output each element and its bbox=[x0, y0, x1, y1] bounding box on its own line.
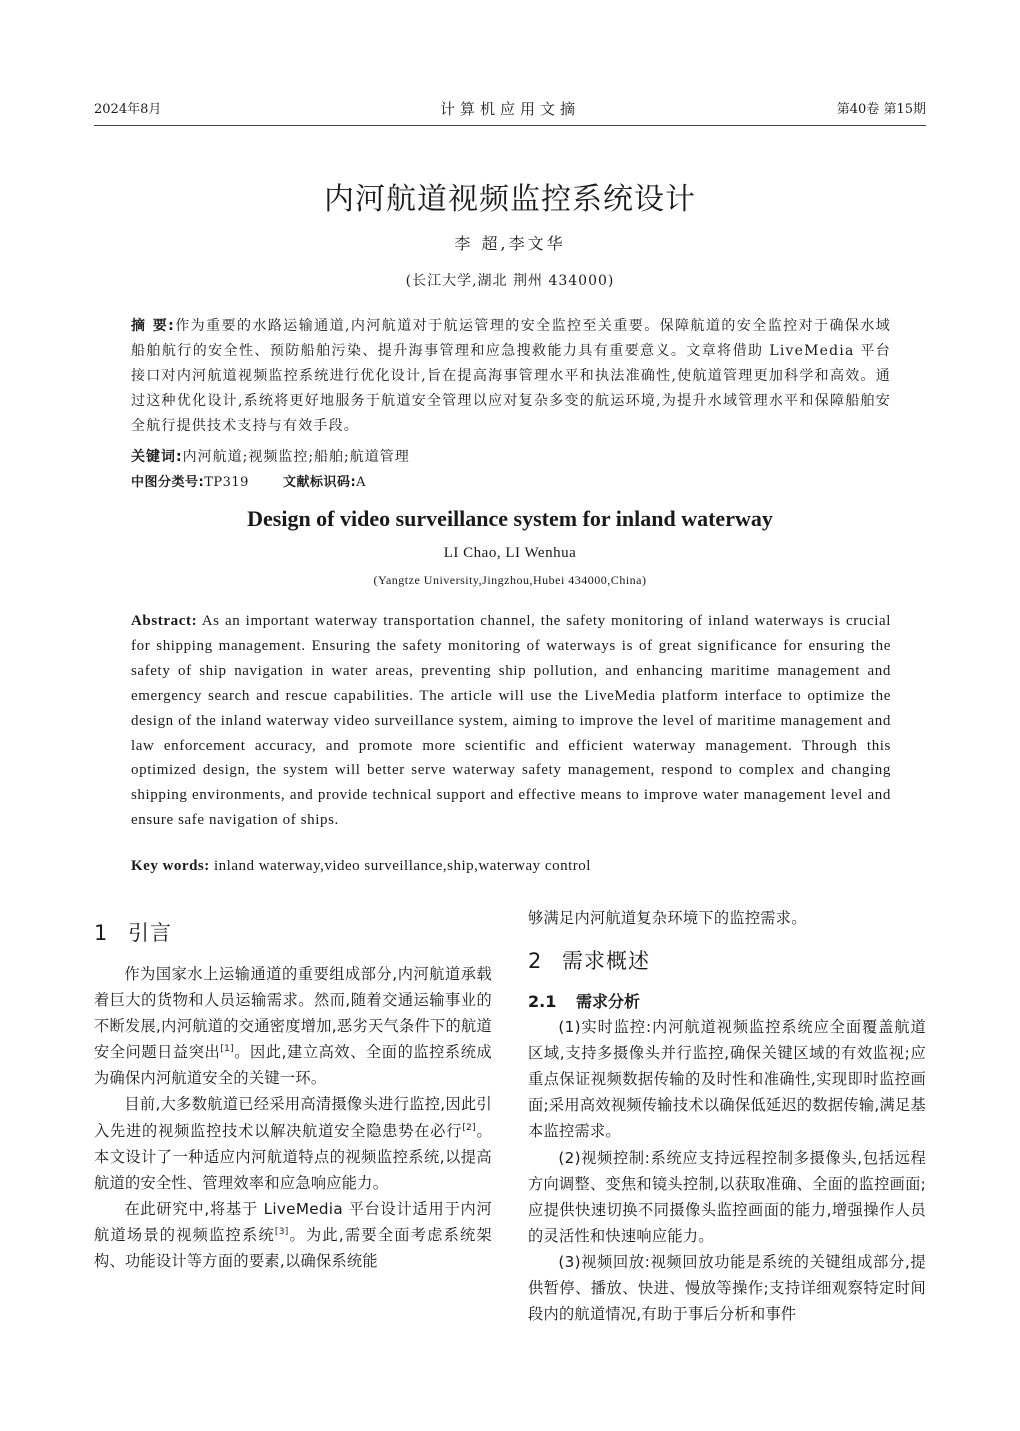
section-1-number: 1 bbox=[94, 921, 109, 945]
authors-zh: 李 超,李文华 bbox=[454, 234, 566, 253]
keywords-en-text: inland waterway,video surveillance,ship,waterway control bbox=[214, 858, 591, 874]
abstract-zh-text: 作为重要的水路运输通道,内河航道对于航运管理的安全监控至关重要。保障航道的安全监控对于确保水域船舶航行的安全性、预防船舶污染、提升海事管理和应急搜救能力具有重要意义。文章将借助 LiveMedia 平台接口对内河航道视频监控系统进行优化设计,旨在提高海事管理水平和执法准确性,使航道管理更加科学和高效。通过这种优化设计,系统将更好地服务于航道安全管理以应对复杂多变的航运环境,为提升水域管理水平和保障船舶安全航行提供技术支持与有效手段。 bbox=[131, 318, 891, 434]
section-2-heading bbox=[528, 945, 926, 975]
body-column-left bbox=[94, 905, 492, 1274]
section-2-number: 2 bbox=[528, 949, 543, 974]
paragraph-text: 。为此,需要全面考虑系统架构、功能设计等方面的要素,以确保系统能 bbox=[94, 1225, 492, 1271]
header-issue: 第40卷 第15期 bbox=[836, 102, 926, 117]
title-zh: 内河航道视频监控系统设计 bbox=[324, 182, 696, 217]
doc-code-value: A bbox=[356, 475, 367, 490]
abstract-en-label: Abstract: bbox=[131, 613, 198, 629]
clc-label: 中图分类号: bbox=[131, 475, 205, 490]
section-1-paragraph bbox=[94, 961, 492, 1091]
paragraph-text: 。因此,建立高效、全面的监控系统成为确保内河航道安全的关键一环。 bbox=[94, 1043, 492, 1088]
classification-line bbox=[131, 471, 366, 490]
clc-value: TP319 bbox=[204, 475, 249, 490]
affiliation-en: (Yangtze University,Jingzhou,Hubei 434000,China) bbox=[373, 573, 647, 587]
subsection-2-1-heading bbox=[528, 989, 926, 1012]
section-1-paragraph-continued: 够满足内河航道复杂环境下的监控需求。 bbox=[528, 909, 807, 927]
subsection-2-1-number: 2.1 bbox=[528, 992, 557, 1012]
subsection-2-1-title: 需求分析 bbox=[576, 992, 641, 1012]
section-2-paragraph: (3)视频回放:视频回放功能是系统的关键组成部分,提供暂停、播放、快进、慢放等操作;支持详细观察特定时间段内的航道情况,有助于事后分析和事件 bbox=[528, 1252, 926, 1324]
paragraph-text: 。本文设计了一种适应内河航道特点的视频监控系统,以提高航道的安全性、管理效率和应急响应能力。 bbox=[94, 1121, 492, 1192]
keywords-en bbox=[131, 858, 591, 875]
keywords-zh-text: 内河航道;视频监控;船舶;航道管理 bbox=[182, 449, 410, 465]
paragraph-text: 目前,大多数航道已经采用高清摄像头进行监控,因此引入先进的视频监控技术以解决航道安全隐患势在必行 bbox=[94, 1095, 492, 1140]
authors-en: LI Chao, LI Wenhua bbox=[443, 545, 577, 561]
body-column-right bbox=[528, 905, 926, 1327]
abstract-en-text: As an important waterway transportation channel, the safety monitoring of inland waterways is crucial for shipping management. Ensuring the safety monitoring of waterways is of great significance for ensuring the safety of ship navigation in water areas, preventing ship pollution, and enhancing maritime management and emergency search and rescue capabilities. The article will use the LiveMedia platform interface to optimize the design of the inland waterway video surveillance system, aiming to improve the level of maritime management and law enforcement accuracy, and promote more scientific and efficient waterway management. Through this optimized design, the system will better serve waterway safety management, respond to complex and changing shipping environments, and provide technical support and effective means to improve water management level and ensure safe navigation of ships. bbox=[131, 613, 891, 829]
citation-ref: [2] bbox=[462, 1122, 476, 1133]
affiliation-zh: (长江大学,湖北 荆州 434000) bbox=[405, 273, 615, 289]
keywords-zh bbox=[131, 446, 410, 466]
citation-ref: [1] bbox=[220, 1044, 234, 1055]
abstract-en bbox=[131, 609, 891, 833]
title-en: Design of video surveillance system for inland waterway bbox=[247, 506, 773, 531]
header-journal-name: 计算机应用文摘 bbox=[439, 100, 580, 118]
doc-code-label: 文献标识码: bbox=[282, 475, 357, 490]
keywords-zh-label: 关键词: bbox=[131, 449, 183, 465]
header-rule bbox=[94, 125, 926, 126]
paragraph-text: 在此研究中,将基于 LiveMedia 平台设计适用于内河航道场景的视频监控系统 bbox=[94, 1199, 492, 1244]
section-1-title: 引言 bbox=[128, 921, 172, 945]
keywords-en-label: Key words: bbox=[131, 858, 210, 874]
section-1-paragraph bbox=[94, 1091, 492, 1195]
section-2-title: 需求概述 bbox=[562, 949, 650, 974]
abstract-zh bbox=[131, 314, 891, 439]
citation-ref: [3] bbox=[274, 1226, 289, 1237]
section-1-heading bbox=[94, 917, 492, 947]
section-2-paragraph: (1)实时监控:内河航道视频监控系统应全面覆盖航道区域,支持多摄像头并行监控,确保关键区域的有效监视;应重点保证视频数据传输的及时性和准确性,实现即时监控画面;采用高效视频传输技术以确保低延迟的数据传输,满足基本监控需求。 bbox=[528, 1018, 926, 1141]
paragraph-text: 作为国家水上运输通道的重要组成部分,内河航道承载着巨大的货物和人员运输需求。然而,随着交通运输事业的不断发展,内河航道的交通密度增加,恶劣天气条件下的航道安全问题日益突出 bbox=[94, 965, 492, 1062]
header-date: 2024年8月 bbox=[94, 102, 162, 117]
section-2-paragraph: (2)视频控制:系统应支持远程控制多摄像头,包括远程方向调整、变焦和镜头控制,以获取准确、全面的监控画面;应提供快速切换不同摄像头监控画面的能力,增强操作人员的灵活性和快速响应能力。 bbox=[528, 1148, 926, 1245]
abstract-zh-label: 摘 要: bbox=[131, 318, 175, 334]
section-1-paragraph bbox=[94, 1196, 492, 1274]
